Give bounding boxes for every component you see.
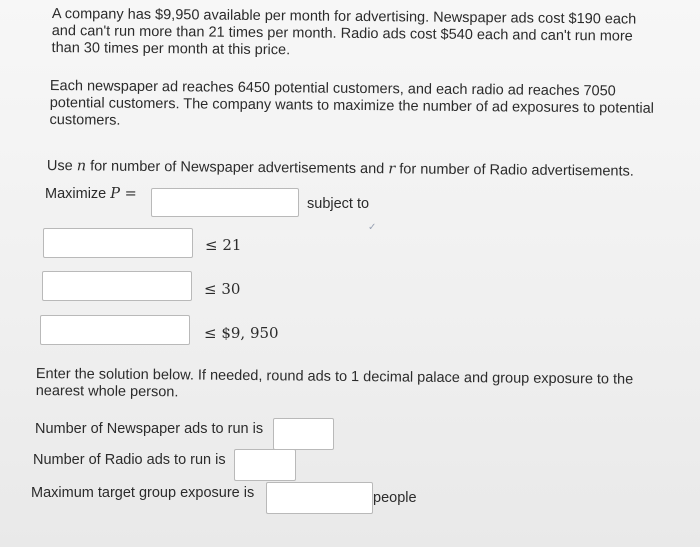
exposure-unit-label: people	[373, 490, 417, 506]
radio-ads-label: Number of Radio ads to run is	[33, 452, 226, 468]
constraint-1-input[interactable]	[43, 228, 193, 258]
constraint-3-input[interactable]	[40, 315, 190, 345]
variable-definition	[47, 158, 667, 181]
newspaper-ads-label: Number of Newspaper ads to run is	[35, 421, 264, 437]
constraint-2-input[interactable]	[42, 271, 192, 301]
variable-r: r	[388, 161, 396, 178]
max-exposure-input[interactable]	[266, 482, 373, 514]
variable-definition-prefix: Use	[46, 158, 77, 175]
constraint-3-relation: ≤ $9, 950	[204, 324, 279, 342]
radio-ads-input[interactable]	[234, 449, 296, 481]
constraint-2-relation: ≤ 30	[204, 280, 241, 298]
problem-paragraph-2: Each newspaper ad reaches 6450 potential customers, and each radio ad reaches 7050 potential customers. The company wants to maximize the number of ad exposures to potential customers.	[49, 78, 655, 129]
subject-to-label: subject to	[307, 196, 370, 212]
objective-equals: =	[120, 186, 137, 202]
objective-variable-p: P	[110, 186, 121, 202]
max-exposure-label: Maximum target group exposure is	[31, 485, 255, 501]
variable-n: n	[76, 158, 87, 175]
objective-input[interactable]	[151, 188, 299, 217]
variable-definition-suffix: for number of Radio advertisements.	[395, 161, 634, 180]
variable-definition-mid: for number of Newspaper advertisements and	[86, 158, 389, 178]
newspaper-ads-input[interactable]	[273, 418, 334, 450]
problem-paragraph-1: A company has $9,950 available per month for advertising. Newspaper ads cost $190 each and can't run more than 21 times per month. Radio ads cost $540 each and can't run more than 30 times per month at this price.	[51, 6, 637, 59]
constraint-1-relation: ≤ 21	[205, 236, 242, 254]
objective-label	[45, 186, 137, 202]
pen-mark: ✓	[368, 222, 377, 233]
maximize-text: Maximize	[45, 186, 111, 202]
instructions-text: Enter the solution below. If needed, round ads to 1 decimal palace and group exposure to the nearest whole person.	[35, 366, 634, 401]
